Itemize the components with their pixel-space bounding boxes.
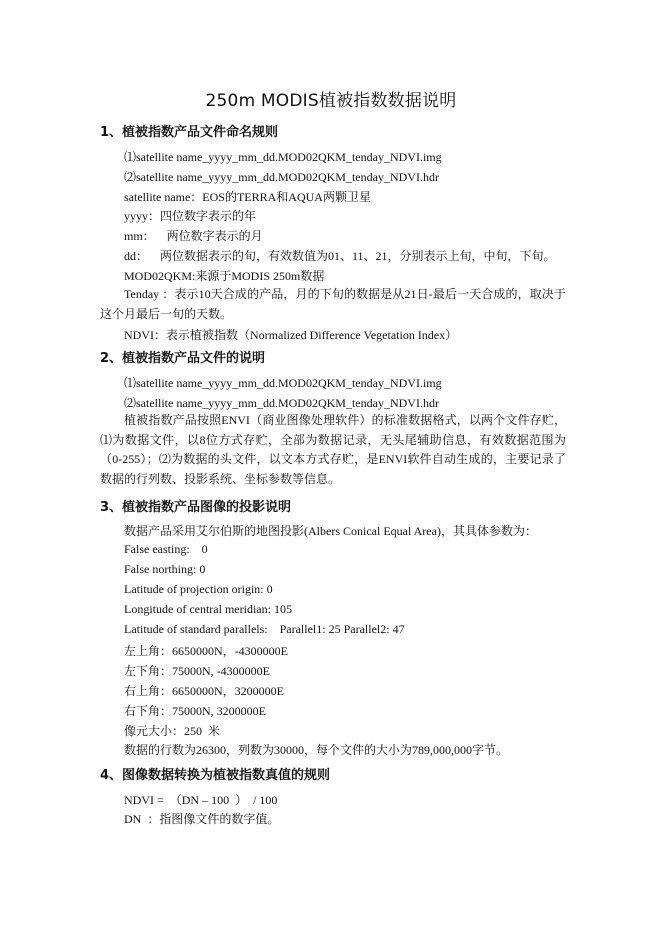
- section2-line-img: ⑴satellite name_yyyy_mm_dd.MOD02QKM_tenday_NDVI.img: [124, 376, 442, 390]
- section2-line-hdr: ⑵satellite name_yyyy_mm_dd.MOD02QKM_tenday_NDVI.hdr: [124, 396, 439, 410]
- section4-line-dn: DN ：指图像文件的数字值。: [124, 812, 280, 826]
- section1-line-satellite: satellite name：EOS的TERRA和AQUA两颗卫星: [124, 190, 371, 204]
- section3-line-rows-cols: 数据的行数为26300，列数为30000，每个文件的大小为789,000,000字节。: [124, 743, 509, 757]
- section1-tenday-paragraph: Tenday ：表示10天合成的产品，月的下旬的数据是从21日-最后一天合成的，取决于这个月最后一旬的天数。: [100, 287, 566, 321]
- section3-line-false-easting: False easting: 0: [124, 542, 208, 556]
- section1-line-yyyy: yyyy：四位数字表示的年: [124, 209, 257, 223]
- page-title: 250m MODIS植被指数数据说明: [205, 91, 457, 111]
- section3-line-lower-left: 左下角：75000N, -4300000E: [124, 664, 270, 678]
- section3-line-lat-origin: Latitude of projection origin: 0: [124, 582, 273, 596]
- section3-line-lower-right: 右下角：75000N, 3200000E: [124, 704, 266, 718]
- section2-description-paragraph: 植被指数产品按照ENVI（商业图像处理软件）的标准数据格式，以两个文件存贮，⑴为数据文件，以8位方式存贮，全部为数据记录，无头尾辅助信息，有效数据范围为（0-255）；⑵为数据的头文件，以文本方式存贮，是ENVI软件自动生成的，主要记录了数据的行列数、投影系统、坐标参数等信息。: [100, 413, 566, 486]
- section3-line-central-meridian: Longitude of central meridian: 105: [124, 602, 292, 616]
- section1-line-mod02qkm: MOD02QKM:来源于MODIS 250m数据: [124, 269, 325, 283]
- section2-heading: 2、植被指数产品文件的说明: [100, 351, 266, 366]
- section3-line-upper-left: 左上角：6650000N，-4300000E: [124, 644, 288, 658]
- section3-line-false-northing: False northing: 0: [124, 562, 206, 576]
- section3-line-intro: 数据产品采用艾尔伯斯的地图投影(Albers Conical Equal Area)，其具体参数为：: [124, 524, 537, 538]
- section1-line-dd: dd： 两位数据表示的旬，有效数值为01、11、21，分别表示上旬，中旬，下旬。: [124, 249, 556, 263]
- section1-heading: 1、植被指数产品文件命名规则: [100, 125, 279, 140]
- section1-line-img: ⑴satellite name_yyyy_mm_dd.MOD02QKM_tenday_NDVI.img: [124, 150, 442, 164]
- section3-line-standard-parallels: Latitude of standard parallels: Parallel1: 25 Parallel2: 47: [124, 622, 405, 636]
- section1-line-hdr: ⑵satellite name_yyyy_mm_dd.MOD02QKM_tenday_NDVI.hdr: [124, 170, 439, 184]
- section3-line-upper-right: 右上角：6650000N，3200000E: [124, 684, 284, 698]
- section3-heading: 3、植被指数产品图像的投影说明: [100, 500, 292, 515]
- section4-heading: 4、图像数据转换为植被指数真值的规则: [100, 768, 331, 783]
- section4-line-formula: NDVI = （DN – 100 ） / 100: [124, 793, 278, 807]
- section1-line-ndvi: NDVI：表示植被指数（Normalized Difference Vegetation Index）: [124, 328, 458, 342]
- section1-line-mm: mm： 两位数字表示的月: [124, 229, 263, 243]
- section3-line-pixel-size: 像元大小：250 米: [124, 724, 221, 738]
